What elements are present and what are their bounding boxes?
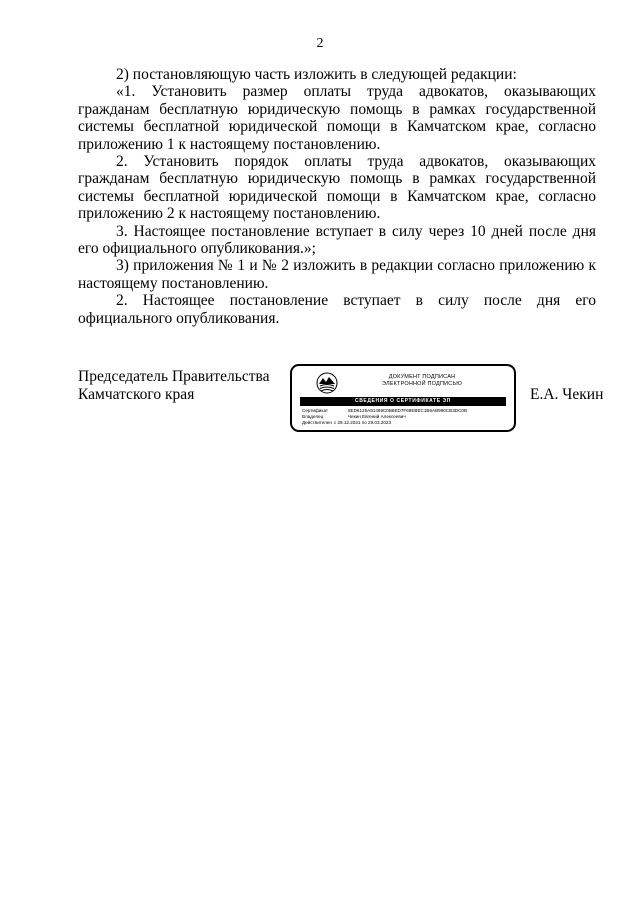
paragraph: 3) приложения № 1 и № 2 изложить в редакции согласно приложению к настоящему постановлению. <box>78 257 596 292</box>
paragraph: 2. Установить порядок оплаты труда адвокатов, оказывающих гражданам бесплатную юридическую помощь в рамках государственной системы бесплатной юридической помощи в Камчатском крае, согласно приложению 2 к настоящему постановлению. <box>78 153 596 223</box>
stamp-title-line: ДОКУМЕНТ ПОДПИСАН <box>388 374 456 380</box>
signer-name: Е.А. Чекин <box>530 386 604 403</box>
stamp-label: Владелец <box>302 414 324 420</box>
electronic-signature-stamp <box>290 364 516 432</box>
stamp-value: Чекин Евгений Алексеевич <box>348 414 406 420</box>
stamp-value: 5ED6125A91469C0B8ED7F69EBEC1B6AB990CB3DC0B <box>348 408 468 413</box>
stamp-details <box>302 408 508 427</box>
signer-position <box>78 368 270 404</box>
stamp-value: с 29.12.2021 по 29.03.2023 <box>333 420 392 426</box>
paragraph: 3. Настоящее постановление вступает в силу через 10 дней после дня его официального опубликования.»; <box>78 222 596 258</box>
paragraph: 2) постановляющую часть изложить в следующей редакции: <box>116 66 517 83</box>
stamp-label: Действителен <box>302 420 332 426</box>
stamp-row-validity <box>302 420 508 426</box>
signer-position-line: Председатель Правительства <box>78 368 270 385</box>
stamp-title-line: ЭЛЕКТРОННОЙ ПОДПИСЬЮ <box>381 381 463 387</box>
paragraph: 2. Настоящее постановление вступает в силу после дня его официального опубликования. <box>78 292 596 327</box>
stamp-certificate-header: СВЕДЕНИЯ О СЕРТИФИКАТЕ ЭП <box>300 397 506 406</box>
document-body <box>78 66 596 327</box>
signer-position-line: Камчатского края <box>78 386 195 403</box>
page-number: 2 <box>316 36 324 51</box>
paragraph: «1. Установить размер оплаты труда адвокатов, оказывающих гражданам бесплатную юридическую помощь в рамках государственной системы бесплатной юридической помощи в Камчатском крае, согласно приложению 1 к настоящему постановлению. <box>78 83 596 153</box>
stamp-title <box>352 374 492 388</box>
coat-of-arms-icon <box>316 372 338 394</box>
stamp-label: Сертификат <box>302 408 329 413</box>
